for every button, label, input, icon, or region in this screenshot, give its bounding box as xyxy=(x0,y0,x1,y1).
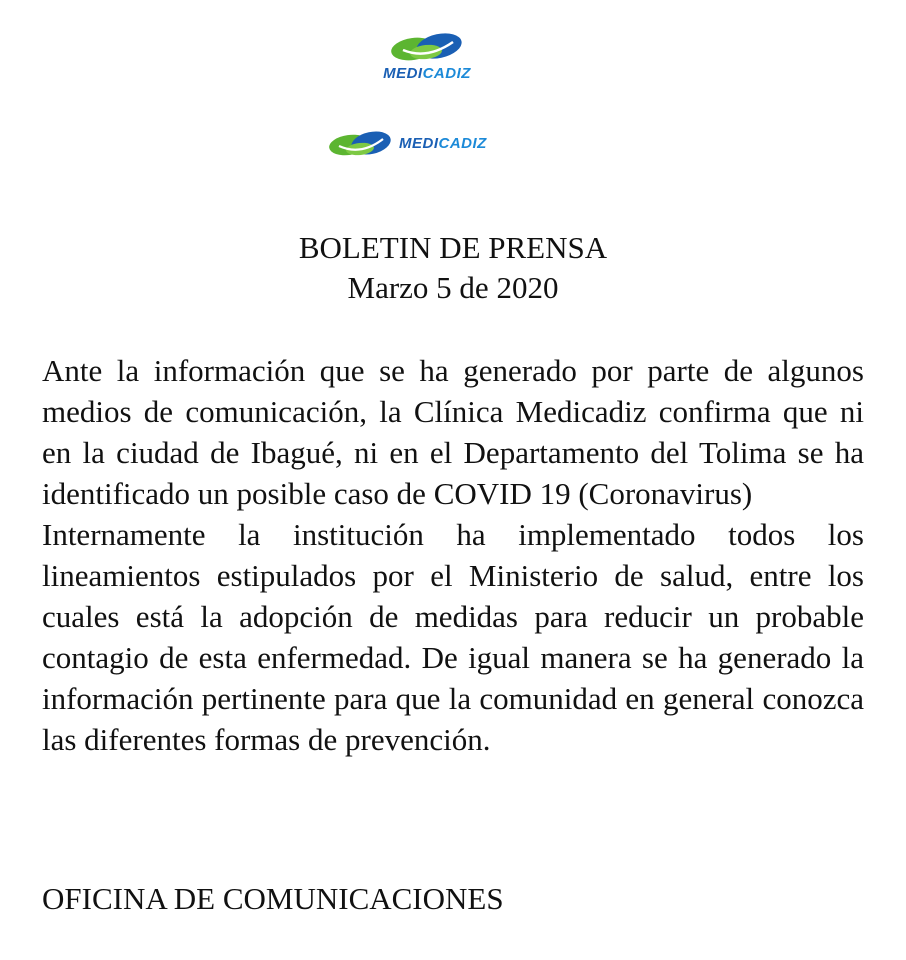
medicadiz-logo-icon xyxy=(389,30,465,64)
logo-brand-text: MEDICADIZ xyxy=(399,135,487,152)
medicadiz-logo-horizontal xyxy=(327,126,537,164)
body-paragraph-1: Ante la información que se ha generado por parte de algunos medios de comunicación, la Clínica Medicadiz confirma que ni en la ciudad de Ibagué, ni en el Departamento del Tolima se ha identificado un posible caso de COVID 19 (Coronavirus) xyxy=(42,353,864,511)
medicadiz-logo-top xyxy=(362,30,492,84)
body-paragraph-2: Internamente la institución ha implementado todos los lineamientos estipulados por el Ministerio de salud, entre los cuales está la adopción de medidas para reducir un probable contagio de esta enfermedad. De igual manera se ha generado la información pertinente para que la comunidad en general conozca las diferentes formas de prevención. xyxy=(42,517,864,757)
document-date: Marzo 5 de 2020 xyxy=(347,270,559,305)
document-body xyxy=(42,350,864,760)
document-title: BOLETIN DE PRENSA xyxy=(298,230,608,265)
signature: OFICINA DE COMUNICACIONES xyxy=(42,881,504,916)
logo-brand-text: MEDICADIZ xyxy=(383,65,471,82)
press-release-header xyxy=(0,228,906,308)
medicadiz-logo-icon xyxy=(327,128,393,160)
